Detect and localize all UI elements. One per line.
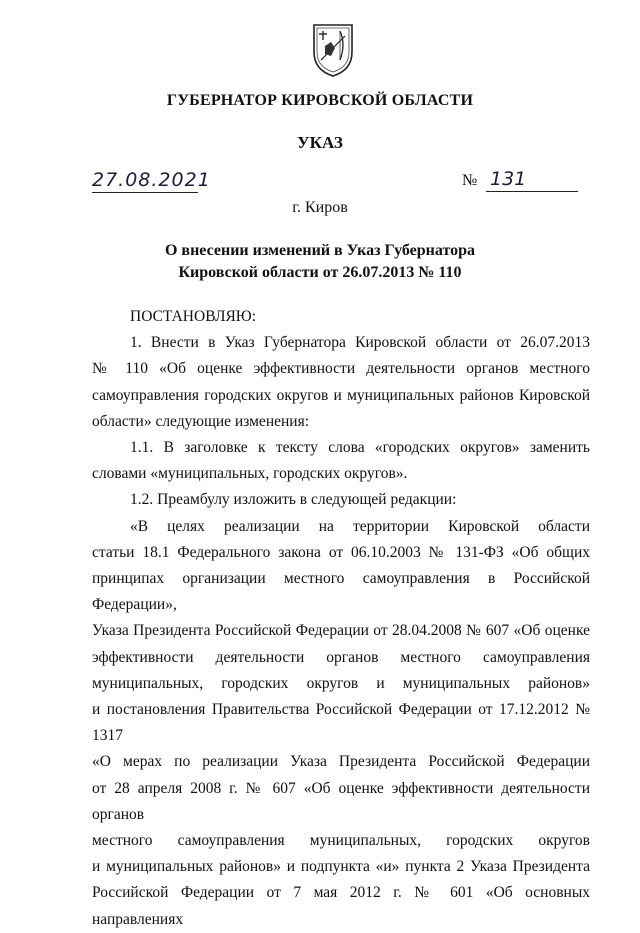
body-line: муниципальных, городских округов и муниципальных районов» xyxy=(92,674,590,692)
document-subject xyxy=(0,240,640,284)
body-line: словами «муниципальных, городских округов». xyxy=(92,465,408,483)
document-body xyxy=(92,304,590,933)
handwritten-date: 27.08.2021 xyxy=(92,169,211,191)
body-line: «О мерах по реализации Указа Президента Российской Федерации xyxy=(92,753,590,771)
subject-line-1: О внесении изменений в Указ Губернатора xyxy=(164,242,476,259)
body-line: эффективности деятельности органов местного самоуправления xyxy=(92,648,590,666)
body-line: и муниципальных районов» и подпункта «и» пункта 2 Указа Президента xyxy=(92,858,590,876)
number-label: № xyxy=(462,172,478,189)
body-line: Указа Президента Российской Федерации от 28.04.2008 № 607 «Об оценке xyxy=(92,622,590,640)
body-line: № 110 «Об оценке эффективности деятельности органов местного xyxy=(92,360,590,378)
body-line: и постановления Правительства Российской Федерации от 17.12.2012 № 1317 xyxy=(92,701,590,745)
city-line: г. Киров xyxy=(292,199,348,216)
body-line: 1.2. Преамбулу изложить в следующей редакции: xyxy=(130,491,457,509)
body-line: самоуправления городских округов и муниципальных районов Кировской xyxy=(92,386,590,404)
body-line: от 28 апреля 2008 г. № 607 «Об оценке эффективности деятельности органов xyxy=(92,779,590,823)
document-type: УКАЗ xyxy=(297,133,343,152)
body-line: статьи 18.1 Федерального закона от 06.10.2003 № 131-ФЗ «Об общих xyxy=(92,543,590,561)
body-line: «В целях реализации на территории Кировской области xyxy=(130,517,590,535)
body-line: принципах организации местного самоуправления в Российской Федерации», xyxy=(92,570,590,614)
body-line: местного самоуправления муниципальных, городских округов xyxy=(92,832,590,850)
body-line: Российской Федерации от 7 мая 2012 г. № 601 «Об основных направлениях xyxy=(92,884,590,928)
subject-line-2: Кировской области от 26.07.2013 № 110 xyxy=(178,264,462,281)
kirov-coat-of-arms-icon xyxy=(311,22,355,78)
body-line: 1. Внести в Указ Губернатора Кировской области от 26.07.2013 xyxy=(130,334,590,352)
handwritten-number: 131 xyxy=(486,168,578,192)
issuing-authority: ГУБЕРНАТОР КИРОВСКОЙ ОБЛАСТИ xyxy=(166,92,474,109)
body-line: 1.1. В заголовке к тексту слова «городских округов» заменить xyxy=(130,439,590,457)
body-line: области» следующие изменения: xyxy=(92,412,310,430)
decree-word: ПОСТАНОВЛЯЮ: xyxy=(130,308,257,325)
